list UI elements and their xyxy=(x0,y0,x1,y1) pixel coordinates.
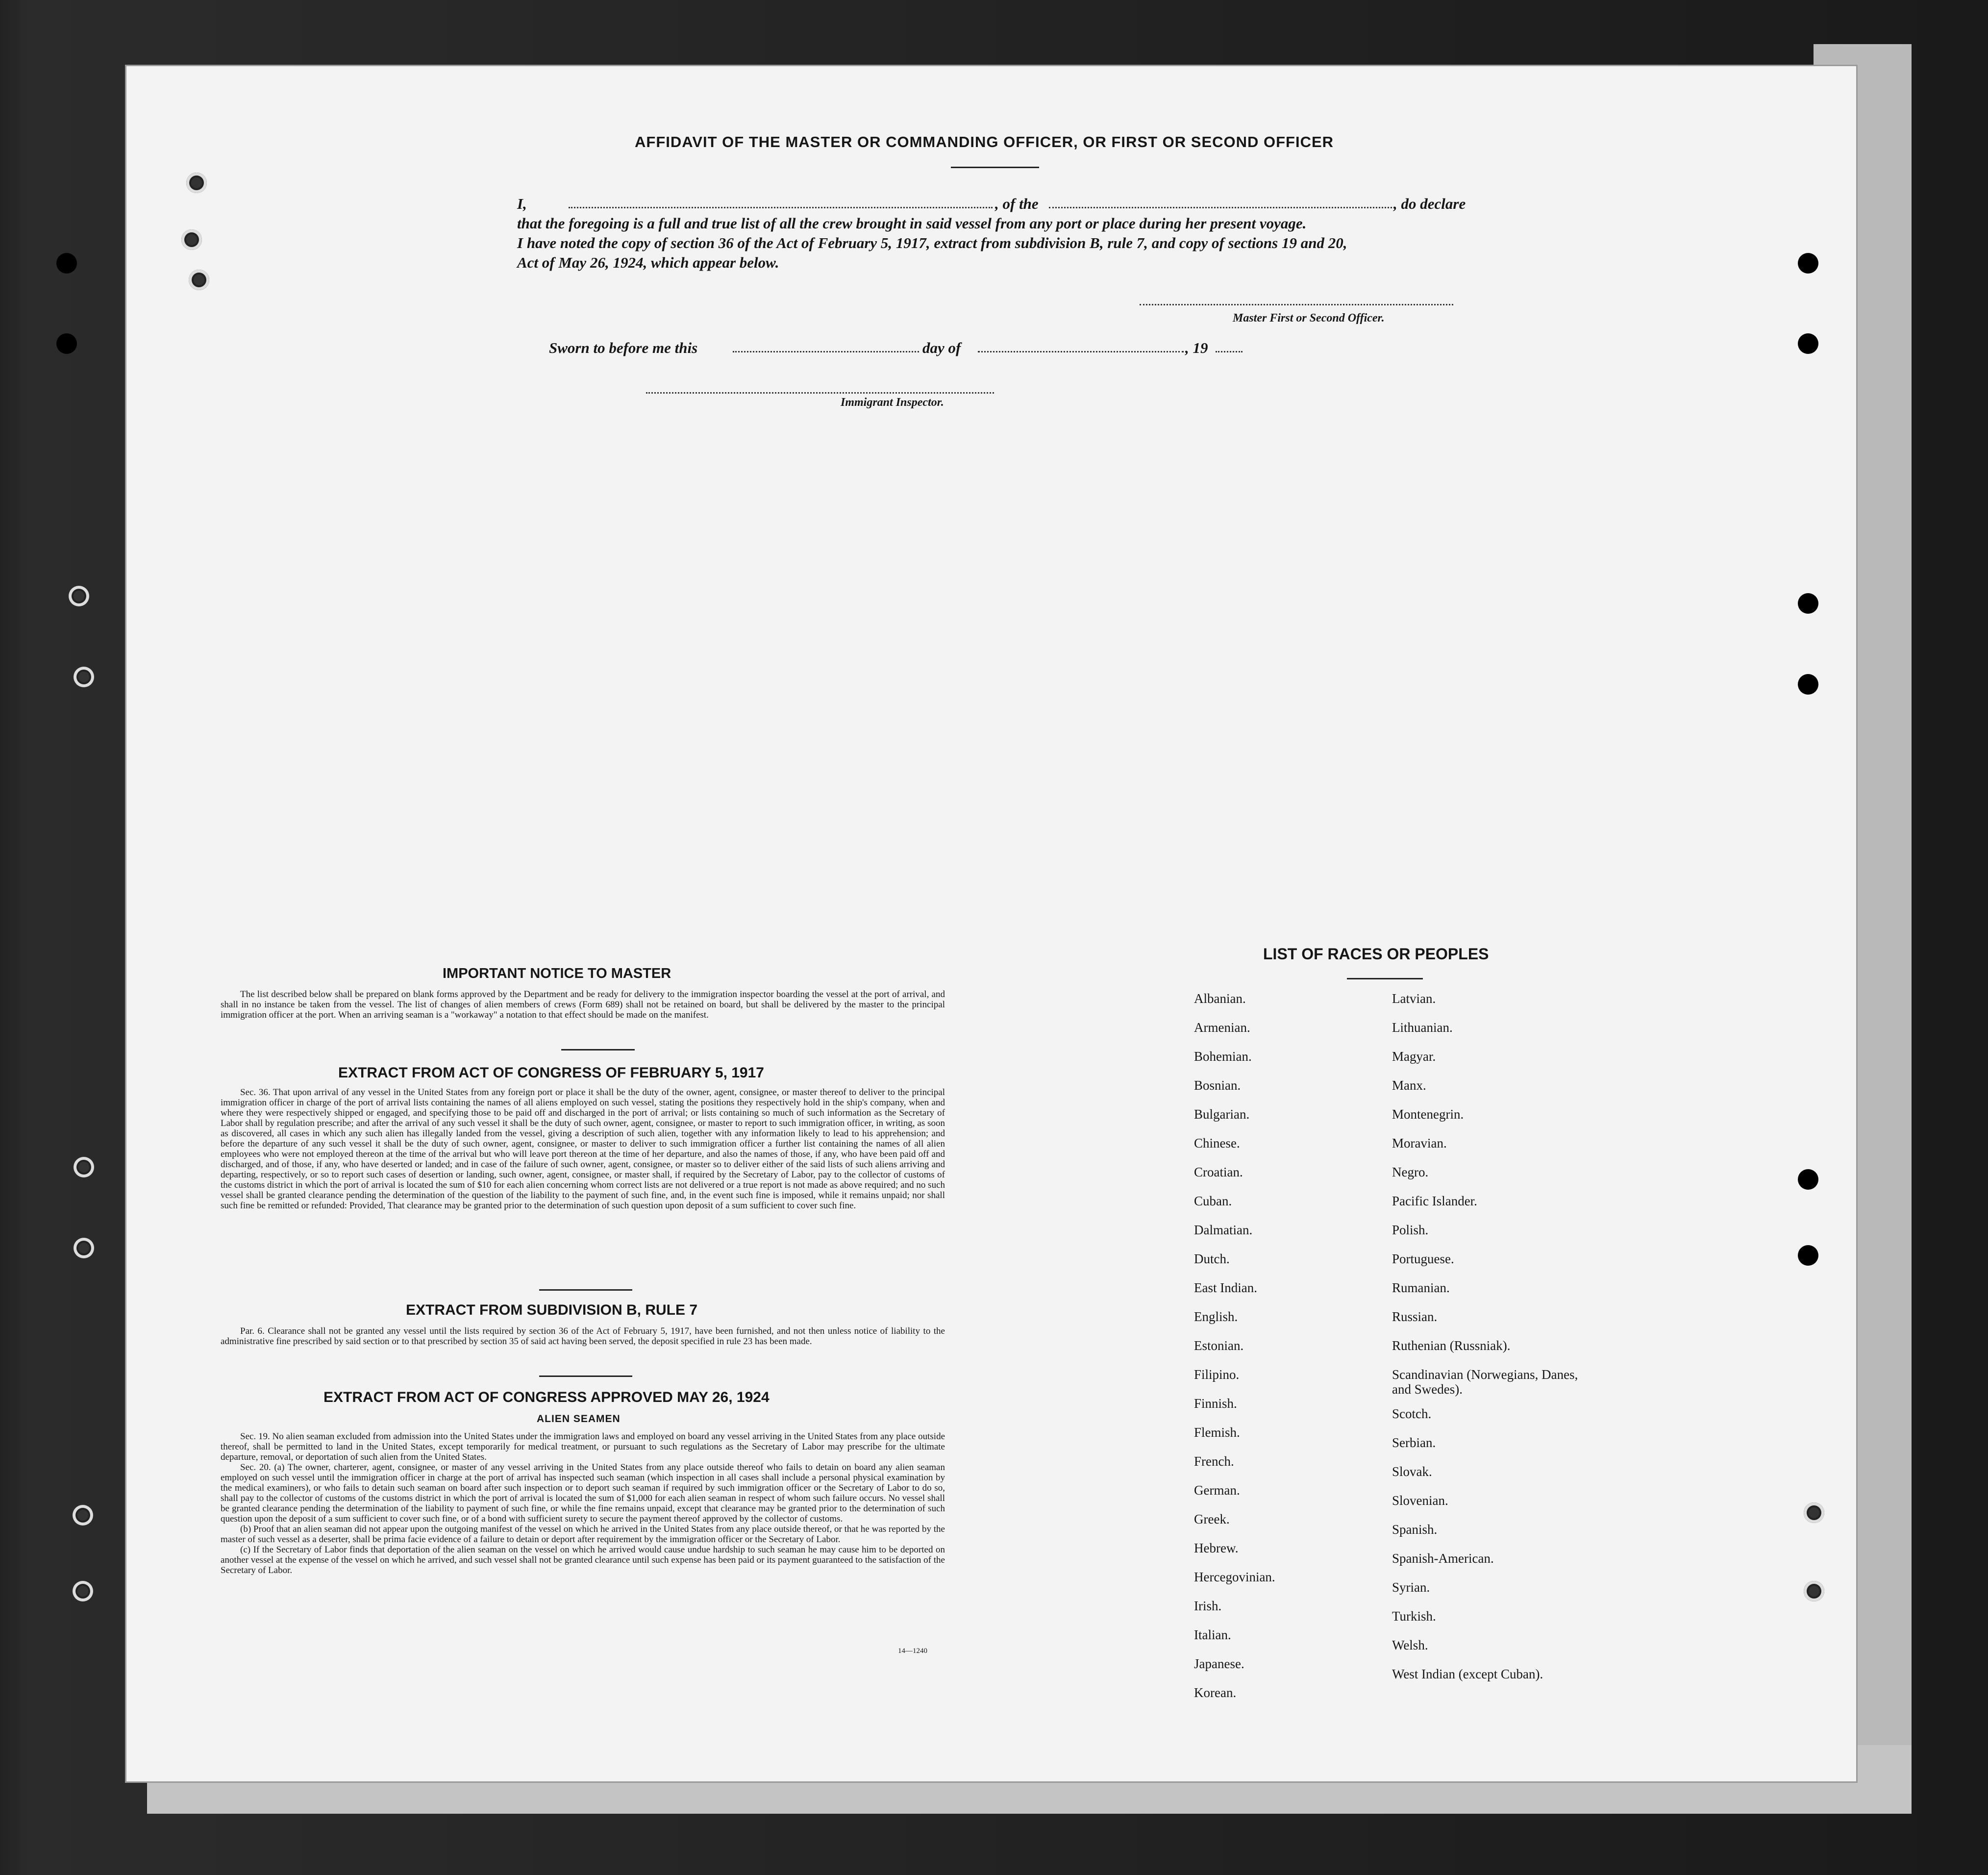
race-item: Korean. xyxy=(1194,1685,1237,1700)
race-item: Flemish. xyxy=(1194,1425,1240,1440)
race-item: Portuguese. xyxy=(1392,1251,1454,1266)
notice-paragraph: The list described below shall be prepared on blank forms approved by the Department and be ready for delivery to the immigration inspector boarding the vessel at the port of arrival, and shall in no instance be taken from the vessel. The list of changes of alien members of crews (Form 689) shall not be retained on board, but shall be delivered by the master to the principal immigration officer at the port. When an arriving seaman is a "workaway" a notation to that effect should be made on the manifest. xyxy=(221,989,945,1020)
inspector-signature-line[interactable] xyxy=(646,392,994,394)
binding-hole xyxy=(189,270,209,290)
race-item: Slovenian. xyxy=(1392,1493,1448,1508)
race-item: Croatian. xyxy=(1194,1165,1243,1179)
binding-hole xyxy=(1804,1581,1824,1601)
sec-20b-paragraph: (b) Proof that an alien seaman did not appear upon the outgoing manifest of the vessel on which he arrived in the United States from any place outside thereof, or that he was reported by the master of such vessel as a deserter, shall be prima facie evidence of a failure to detain or deport after requirement by the immigration officer or the Secretary of Labor. xyxy=(221,1524,945,1545)
sec-20c-paragraph: (c) If the Secretary of Labor finds that deportation of the alien seaman on the vessel on which he arrived would cause undue hardship to such seaman he may cause him to be deported on another vessel at the expense of the vessel on which he arrived, and such vessel shall not be granted clearance until such expense has been paid or its payment guaranteed to the satisfaction of the Secretary of Labor. xyxy=(221,1545,945,1575)
binding-hole xyxy=(74,667,94,687)
affidavit-body-line4: Act of May 26, 1924, which appear below. xyxy=(517,254,779,271)
race-item: Estonian. xyxy=(1194,1338,1244,1353)
binding-hole xyxy=(56,253,77,274)
bleed-through-heading xyxy=(466,117,500,153)
race-item: Bohemian. xyxy=(1194,1049,1252,1064)
race-item: Ruthenian (Russniak). xyxy=(1392,1338,1511,1353)
binding-hole xyxy=(1798,593,1818,614)
binding-hole xyxy=(74,1238,94,1258)
sec-20a-paragraph: Sec. 20. (a) The owner, charterer, agent, consignee, or master of any vessel arriving in the United States from any place outside thereof who fails to detain on board any alien seaman employed on such vessel until the immigration officer in charge at the port of arrival has inspected such seaman (which inspection in all cases shall include a personal physical examination by the medical examiners), or who fails to detain such seaman on board after such inspection or to deport such seaman if required by such immigration officer or the Secretary of Labor to do so, shall pay to the collector of customs of the customs district in which the port of arrival is located the sum of $1,000 for each alien seaman in respect of whom such failure occurs. No vessel shall be granted clearance pending the determination of the liability to payment of such fine, or while the fine remains unpaid, except that clearance may be granted prior to the determination of such question upon the deposit of a sum sufficient to cover such fine, or of a bond with sufficient surety to secure the payment thereof approved by the collector of customs. xyxy=(221,1462,945,1524)
divider xyxy=(539,1375,632,1377)
race-item: Albanian. xyxy=(1194,991,1246,1006)
race-item: Spanish-American. xyxy=(1392,1551,1494,1566)
binding-hole xyxy=(1798,253,1818,274)
race-item: Turkish. xyxy=(1392,1609,1436,1624)
race-item: French. xyxy=(1194,1454,1234,1469)
race-item: Scotch. xyxy=(1392,1406,1432,1421)
race-item: Polish. xyxy=(1392,1223,1429,1237)
sworn-end: , 19 xyxy=(1185,339,1208,356)
binding-hole xyxy=(1798,1245,1818,1266)
binding-hole xyxy=(69,586,89,606)
race-item: Armenian. xyxy=(1194,1020,1250,1035)
binding-hole xyxy=(1798,674,1818,695)
race-item: Japanese. xyxy=(1194,1656,1244,1671)
race-item: Italian. xyxy=(1194,1627,1231,1642)
race-item: West Indian (except Cuban). xyxy=(1392,1667,1543,1681)
race-item: Rumanian. xyxy=(1392,1280,1450,1295)
race-item: Chinese. xyxy=(1194,1136,1240,1150)
race-item: English. xyxy=(1194,1309,1238,1324)
rule7-title: EXTRACT FROM SUBDIVISION B, RULE 7 xyxy=(406,1302,698,1318)
binding-hole xyxy=(73,1505,93,1525)
binding-hole xyxy=(73,1581,93,1601)
officer-signature-label: Master First or Second Officer. xyxy=(1233,312,1385,325)
affidavit-line1-mid: , of the xyxy=(995,195,1039,212)
race-item: Syrian. xyxy=(1392,1580,1430,1595)
race-item: Finnish. xyxy=(1194,1396,1237,1411)
sworn-year-blank[interactable] xyxy=(1216,351,1242,352)
binding-hole xyxy=(56,333,77,354)
binding-hole xyxy=(181,229,202,250)
sworn-month-blank[interactable] xyxy=(978,351,1184,352)
inspector-label: Immigrant Inspector. xyxy=(841,396,944,409)
race-item: Greek. xyxy=(1194,1512,1230,1526)
race-item: Montenegrin. xyxy=(1392,1107,1464,1122)
sec-19-paragraph: Sec. 19. No alien seaman excluded from admission into the United States under the immigration laws and employed on board any vessel arriving in the United States from any place outside thereof, shall be permitted to land in the United States, except temporarily for medical treatment, or pursuant to such regulations as the Secretary of Labor may prescribe for the ultimate departure, removal, or deportation of such alien from the United States. xyxy=(221,1431,945,1462)
par-6-paragraph: Par. 6. Clearance shall not be granted any vessel until the lists required by section 36 of the Act of February 5, 1917, have been furnished, and not then unless notice of liability to the administrative fine prescribed by said section or to that prescribed by section 35 of said act having been served, the deposit specified in rule 23 has been made. xyxy=(221,1326,945,1347)
race-item: Spanish. xyxy=(1392,1522,1438,1537)
race-item: Dalmatian. xyxy=(1194,1223,1253,1237)
name-blank[interactable] xyxy=(569,207,993,208)
extract-1924-title: EXTRACT FROM ACT OF CONGRESS APPROVED MAY 26, 1924 xyxy=(323,1389,770,1405)
alien-seamen-subtitle: ALIEN SEAMEN xyxy=(537,1413,621,1425)
race-item: Hebrew. xyxy=(1194,1541,1239,1555)
race-item: Magyar. xyxy=(1392,1049,1436,1064)
race-item: Negro. xyxy=(1392,1165,1429,1179)
race-item: Scandinavian (Norwegians, Danes, and Swedes). xyxy=(1392,1367,1578,1397)
race-item: Irish. xyxy=(1194,1599,1222,1613)
races-underline xyxy=(1347,978,1423,979)
affidavit-body-line2: that the foregoing is a full and true list of all the crew brought in said vessel from any port or place during her present voyage. xyxy=(517,215,1307,232)
bleed-through-typing xyxy=(686,426,702,442)
binding-hole xyxy=(1804,1502,1824,1523)
binding-hole xyxy=(1798,333,1818,354)
race-item: Slovak. xyxy=(1392,1464,1432,1479)
race-item: Moravian. xyxy=(1392,1136,1447,1150)
race-item: Dutch. xyxy=(1194,1251,1230,1266)
notice-title: IMPORTANT NOTICE TO MASTER xyxy=(443,966,671,981)
binding-hole xyxy=(1798,1169,1818,1190)
officer-signature-line[interactable] xyxy=(1140,304,1453,305)
divider xyxy=(561,1049,635,1050)
race-item: Hercegovinian. xyxy=(1194,1570,1275,1584)
sworn-day-blank[interactable] xyxy=(733,351,919,352)
race-item: Manx. xyxy=(1392,1078,1426,1093)
races-title: LIST OF RACES OR PEOPLES xyxy=(1263,945,1489,963)
extract-1917-text xyxy=(221,1087,945,1211)
race-item: Welsh. xyxy=(1392,1638,1428,1652)
race-item: Serbian. xyxy=(1392,1435,1436,1450)
race-item: Latvian. xyxy=(1392,991,1436,1006)
race-item: German. xyxy=(1194,1483,1240,1498)
race-item: Lithuanian. xyxy=(1392,1020,1453,1035)
race-item: Filipino. xyxy=(1194,1367,1240,1382)
divider xyxy=(539,1289,632,1291)
sworn-mid: day of xyxy=(922,339,961,356)
race-item: East Indian. xyxy=(1194,1280,1257,1295)
sworn-start: Sworn to before me this xyxy=(549,339,698,356)
race-item: Bosnian. xyxy=(1194,1078,1241,1093)
race-item: Pacific Islander. xyxy=(1392,1194,1477,1208)
races-right-column xyxy=(1392,991,1578,1696)
extract-1917-title: EXTRACT FROM ACT OF CONGRESS OF FEBRUARY 5, 1917 xyxy=(338,1065,764,1081)
binding-hole xyxy=(186,173,207,193)
race-item: Cuban. xyxy=(1194,1194,1232,1208)
affidavit-title: AFFIDAVIT OF THE MASTER OR COMMANDING OFFICER, OR FIRST OR SECOND OFFICER xyxy=(635,133,1334,150)
vessel-blank[interactable] xyxy=(1049,207,1392,208)
binding-hole xyxy=(74,1157,94,1177)
form-number: 14—1240 xyxy=(898,1647,927,1655)
affidavit-line1-start: I, xyxy=(517,195,527,212)
affidavit-body-line3: I have noted the copy of section 36 of the Act of February 5, 1917, extract from subdivision B, rule 7, and copy of sections 19 and 20, xyxy=(517,234,1347,251)
sec-36-paragraph: Sec. 36. That upon arrival of any vessel in the United States from any foreign port or place it shall be the duty of the owner, agent, consignee, or master thereof to deliver to the principal immigration officer in charge of the port of arrival lists containing the names of all aliens employed on such vessel, stating the positions they respectively hold in the ship's company, when and where they were respectively shipped or engaged, and specifying those to be paid off and discharged in the port of arrival; or lists containing so much of such information as the Secretary of Labor shall by regulation prescribe; and after the arrival of any such vessel it shall be the duty of such owner, agent, consignee, or master to report to such immigration officer, in writing, as soon as discovered, all cases in which any such alien has illegally landed from the vessel, giving a description of such alien, together with any information likely to lead to his apprehension; and before the departure of any such vessel it shall be the duty of such owner, agent, consignee, or master to deliver to such immigration officer a further list containing the names of all alien employees who were not employed thereon at the time of the arrival but who will leave port thereon at the time of her departure, and also the names of those, if any, who have been paid off and discharged, and of those, if any, who have deserted or landed; and in case of the failure of such owner, agent, consignee, or master so to deliver either of the said lists of such aliens arriving and departing, respectively, or so to report such cases of desertion or landing, such owner, agent, consignee, or master shall, if required by the Secretary of Labor, pay to the collector of customs of the customs district in which the port of arrival is located the sum of $10 for each alien concerning whom correct lists are not delivered or a true report is not made as above required; and no such vessel shall be granted clearance pending the determination of the question of the liability to the payment of such fine, and, in the event such fine is imposed, while it remains unpaid; nor shall such fine be remitted or refunded: Provided, That clearance may be granted prior to the determination of such question upon deposit of a sum sufficient to cover such fine. xyxy=(221,1087,945,1211)
races-left-column xyxy=(1194,991,1275,1714)
affidavit-line1-end: , do declare xyxy=(1393,195,1466,212)
race-item: Russian. xyxy=(1392,1309,1438,1324)
notice-text xyxy=(221,989,945,1020)
race-item: Bulgarian. xyxy=(1194,1107,1250,1122)
title-underline xyxy=(951,167,1039,168)
rule7-text xyxy=(221,1326,945,1347)
extract-1924-text xyxy=(221,1431,945,1575)
